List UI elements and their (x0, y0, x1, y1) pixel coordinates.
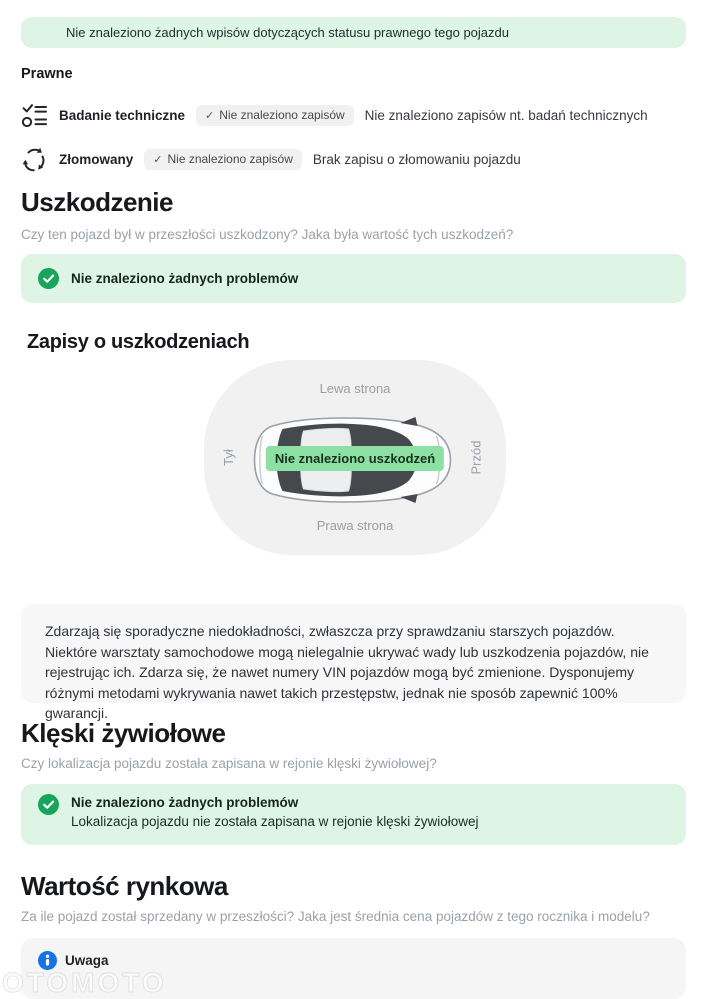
legal-row-description: Nie znaleziono zapisów nt. badań technicznych (364, 107, 648, 123)
damage-diagram (204, 360, 506, 555)
disaster-status-banner (21, 784, 686, 845)
check-circle-icon (38, 268, 59, 289)
market-notice-title: Uwaga (65, 953, 109, 968)
legal-status-banner-text: Nie znaleziono żadnych wpisów dotyczących statusu prawnego tego pojazdu (66, 25, 509, 40)
check-icon: ✓ (153, 153, 163, 166)
diagram-label-front: Przód (468, 440, 484, 475)
legal-row-label: Złomowany (59, 151, 134, 167)
disaster-status-text: Nie znaleziono żadnych problemów (71, 795, 299, 810)
legal-row-scrapped (21, 144, 521, 174)
market-section-title: Wartość rynkowa (21, 871, 228, 901)
watermark: OTOMOTO (2, 967, 167, 998)
disclaimer-box (21, 604, 686, 722)
check-icon: ✓ (205, 109, 215, 122)
damage-section-subtitle: Czy ten pojazd był w przeszłości uszkodzony? Jaka była wartość tych uszkodzeń? (21, 227, 514, 242)
legal-row-technical-inspection (21, 100, 648, 130)
disaster-status-detail: Lokalizacja pojazdu nie została zapisana w rejonie klęski żywiołowej (71, 814, 479, 829)
recycle-icon (21, 146, 48, 173)
diagram-label-rear: Tył (220, 449, 236, 466)
damage-records-title: Zapisy o uszkodzeniach (27, 331, 250, 353)
checklist-icon (21, 102, 48, 129)
legal-row-label: Badanie techniczne (59, 107, 186, 123)
legal-section-title: Prawne (21, 66, 73, 82)
diagram-label-right-side: Prawa strona (316, 518, 394, 533)
damage-status-banner (21, 254, 686, 303)
disclaimer-text: Zdarzają się sporadyczne niedokładności, zwłaszcza przy sprawdzaniu starszych pojazdów. Niektóre warsztaty samochodowe mogą nielegalnie ukrywać wady lub uszkodzenia pojazdów, nie rejestrując ich. Zdarza się, że nawet numery VIN pojazdów mogą być zmienione. Dysponujemy różnymi metodami wykrywania nawet takich przestępstw, jednak nie sposób zapewnić 100% gwarancji. (45, 623, 649, 722)
disaster-section-title: Klęski żywiołowe (21, 718, 226, 748)
legal-row-description: Brak zapisu o złomowaniu pojazdu (312, 151, 521, 167)
diagram-status-badge: Nie znaleziono uszkodzeń (266, 446, 444, 471)
disaster-section-subtitle: Czy lokalizacja pojazdu została zapisana w rejonie klęski żywiołowej? (21, 756, 437, 771)
check-circle-icon (38, 794, 59, 815)
status-badge: ✓ Nie znaleziono zapisów (196, 105, 354, 126)
legal-status-banner (21, 17, 686, 48)
diagram-label-left-side: Lewa strona (319, 381, 391, 396)
status-badge: ✓ Nie znaleziono zapisów (144, 149, 302, 170)
damage-status-text: Nie znaleziono żadnych problemów (71, 271, 299, 286)
market-section-subtitle: Za ile pojazd został sprzedany w przeszłości? Jaka jest średnia cena pojazdów z tego rocznika i modelu? (21, 909, 650, 924)
damage-section-title: Uszkodzenie (21, 187, 173, 217)
